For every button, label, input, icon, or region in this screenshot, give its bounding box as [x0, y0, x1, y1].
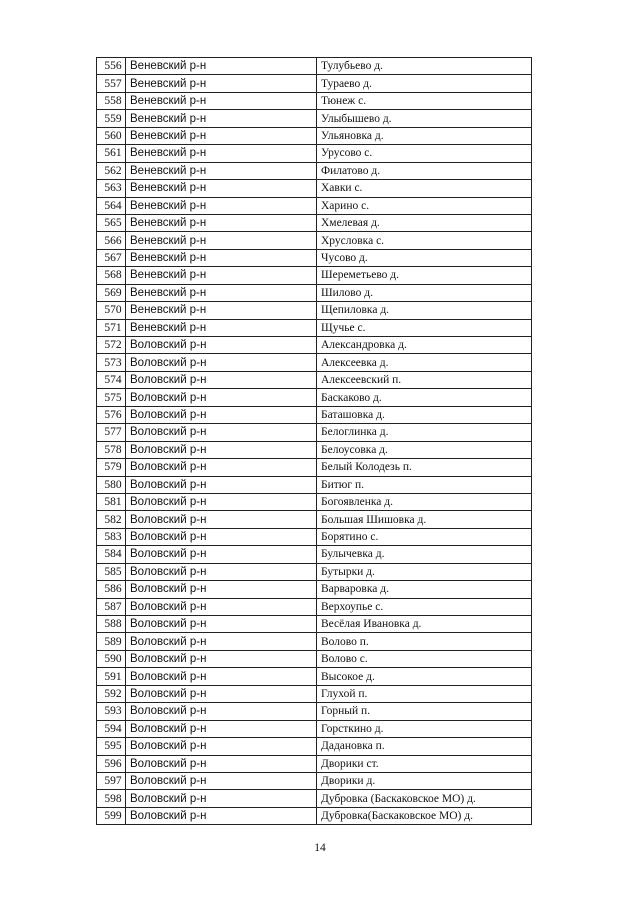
table-row — [97, 807, 532, 824]
settlement-cell: Высокое д. — [317, 668, 532, 685]
row-number: 570 — [97, 302, 126, 319]
settlement-cell: Урусово с. — [317, 145, 532, 162]
row-number: 566 — [97, 232, 126, 249]
table-row — [97, 145, 532, 162]
row-number: 558 — [97, 92, 126, 109]
table-row — [97, 406, 532, 423]
row-number: 568 — [97, 267, 126, 284]
row-number: 578 — [97, 441, 126, 458]
table-row — [97, 528, 532, 545]
row-number: 585 — [97, 563, 126, 580]
district-cell: Веневский р-н — [126, 214, 317, 231]
district-cell: Воловский р-н — [126, 389, 317, 406]
row-number: 597 — [97, 772, 126, 789]
table-row — [97, 319, 532, 336]
table-row — [97, 337, 532, 354]
row-number: 574 — [97, 371, 126, 388]
row-number: 594 — [97, 720, 126, 737]
settlement-cell: Дворики д. — [317, 772, 532, 789]
row-number: 595 — [97, 738, 126, 755]
row-number: 592 — [97, 685, 126, 702]
settlement-cell: Большая Шишовка д. — [317, 511, 532, 528]
row-number: 587 — [97, 598, 126, 615]
district-cell: Воловский р-н — [126, 546, 317, 563]
settlement-cell: Алексеевка д. — [317, 354, 532, 371]
table-row — [97, 354, 532, 371]
district-cell: Веневский р-н — [126, 110, 317, 127]
table-row — [97, 668, 532, 685]
row-number: 572 — [97, 337, 126, 354]
table-row — [97, 249, 532, 266]
district-cell: Воловский р-н — [126, 424, 317, 441]
settlement-cell: Ульяновка д. — [317, 127, 532, 144]
settlement-cell: Верхоупье с. — [317, 598, 532, 615]
table-row — [97, 371, 532, 388]
settlement-cell: Белоусовка д. — [317, 441, 532, 458]
district-cell: Воловский р-н — [126, 633, 317, 650]
table-row — [97, 476, 532, 493]
table-row — [97, 197, 532, 214]
district-cell: Веневский р-н — [126, 267, 317, 284]
row-number: 563 — [97, 180, 126, 197]
table-body — [97, 58, 532, 825]
district-cell: Веневский р-н — [126, 58, 317, 75]
settlement-cell: Дворики ст. — [317, 755, 532, 772]
table-row — [97, 180, 532, 197]
settlement-cell: Харино с. — [317, 197, 532, 214]
district-cell: Воловский р-н — [126, 720, 317, 737]
table-row — [97, 232, 532, 249]
row-number: 560 — [97, 127, 126, 144]
district-cell: Воловский р-н — [126, 354, 317, 371]
district-cell: Веневский р-н — [126, 92, 317, 109]
table-row — [97, 650, 532, 667]
district-cell: Воловский р-н — [126, 476, 317, 493]
row-number: 593 — [97, 703, 126, 720]
settlement-cell: Шереметьево д. — [317, 267, 532, 284]
district-cell: Воловский р-н — [126, 790, 317, 807]
row-number: 577 — [97, 424, 126, 441]
table-row — [97, 493, 532, 510]
settlement-cell: Горный п. — [317, 703, 532, 720]
row-number: 557 — [97, 75, 126, 92]
row-number: 562 — [97, 162, 126, 179]
table-row — [97, 441, 532, 458]
row-number: 556 — [97, 58, 126, 75]
row-number: 589 — [97, 633, 126, 650]
district-cell: Веневский р-н — [126, 319, 317, 336]
table-row — [97, 598, 532, 615]
row-number: 583 — [97, 528, 126, 545]
row-number: 564 — [97, 197, 126, 214]
table-row — [97, 703, 532, 720]
district-cell: Воловский р-н — [126, 528, 317, 545]
table-row — [97, 214, 532, 231]
district-cell: Воловский р-н — [126, 371, 317, 388]
settlement-cell: Хавки с. — [317, 180, 532, 197]
row-number: 571 — [97, 319, 126, 336]
table-row — [97, 616, 532, 633]
table-row — [97, 284, 532, 301]
district-cell: Воловский р-н — [126, 668, 317, 685]
row-number: 591 — [97, 668, 126, 685]
row-number: 569 — [97, 284, 126, 301]
district-cell: Воловский р-н — [126, 650, 317, 667]
district-cell: Воловский р-н — [126, 616, 317, 633]
settlement-cell: Филатово д. — [317, 162, 532, 179]
settlement-cell: Бутырки д. — [317, 563, 532, 580]
district-cell: Веневский р-н — [126, 302, 317, 319]
table-row — [97, 738, 532, 755]
table-row — [97, 790, 532, 807]
row-number: 580 — [97, 476, 126, 493]
row-number: 561 — [97, 145, 126, 162]
settlement-cell: Глухой п. — [317, 685, 532, 702]
table-row — [97, 424, 532, 441]
row-number: 588 — [97, 616, 126, 633]
settlement-cell: Дубровка (Баскаковское МО) д. — [317, 790, 532, 807]
table-row — [97, 459, 532, 476]
table-row — [97, 110, 532, 127]
settlement-cell: Шилово д. — [317, 284, 532, 301]
table-row — [97, 581, 532, 598]
district-cell: Воловский р-н — [126, 493, 317, 510]
settlement-cell: Волово с. — [317, 650, 532, 667]
settlement-cell: Весёлая Ивановка д. — [317, 616, 532, 633]
settlement-cell: Горсткино д. — [317, 720, 532, 737]
table-row — [97, 511, 532, 528]
settlement-cell: Чусово д. — [317, 249, 532, 266]
table-row — [97, 546, 532, 563]
table-row — [97, 720, 532, 737]
settlement-cell: Тураево д. — [317, 75, 532, 92]
row-number: 559 — [97, 110, 126, 127]
row-number: 586 — [97, 581, 126, 598]
district-cell: Воловский р-н — [126, 598, 317, 615]
row-number: 590 — [97, 650, 126, 667]
district-cell: Веневский р-н — [126, 232, 317, 249]
settlement-cell: Белый Колодезь п. — [317, 459, 532, 476]
district-cell: Воловский р-н — [126, 459, 317, 476]
page-number: 14 — [314, 842, 326, 854]
settlement-cell: Улыбышево д. — [317, 110, 532, 127]
row-number: 581 — [97, 493, 126, 510]
table-row — [97, 302, 532, 319]
settlement-cell: Волово п. — [317, 633, 532, 650]
district-cell: Веневский р-н — [126, 127, 317, 144]
row-number: 584 — [97, 546, 126, 563]
district-cell: Воловский р-н — [126, 738, 317, 755]
table-row — [97, 633, 532, 650]
district-cell: Воловский р-н — [126, 703, 317, 720]
district-cell: Веневский р-н — [126, 197, 317, 214]
settlement-cell: Хрусловка с. — [317, 232, 532, 249]
district-cell: Воловский р-н — [126, 563, 317, 580]
district-cell: Веневский р-н — [126, 284, 317, 301]
settlement-cell: Тулубьево д. — [317, 58, 532, 75]
settlement-cell: Хмелевая д. — [317, 214, 532, 231]
settlement-cell: Богоявленка д. — [317, 493, 532, 510]
district-cell: Воловский р-н — [126, 441, 317, 458]
district-cell: Веневский р-н — [126, 162, 317, 179]
settlement-cell: Борятино с. — [317, 528, 532, 545]
settlement-cell: Щепиловка д. — [317, 302, 532, 319]
district-cell: Воловский р-н — [126, 807, 317, 824]
table-row — [97, 267, 532, 284]
table-row — [97, 772, 532, 789]
district-cell: Веневский р-н — [126, 249, 317, 266]
settlement-cell: Александровка д. — [317, 337, 532, 354]
row-number: 573 — [97, 354, 126, 371]
row-number: 598 — [97, 790, 126, 807]
district-cell: Воловский р-н — [126, 511, 317, 528]
settlement-cell: Дубровка(Баскаковское МО) д. — [317, 807, 532, 824]
row-number: 565 — [97, 214, 126, 231]
district-cell: Воловский р-н — [126, 685, 317, 702]
row-number: 575 — [97, 389, 126, 406]
district-cell: Воловский р-н — [126, 406, 317, 423]
district-cell: Веневский р-н — [126, 180, 317, 197]
settlement-cell: Алексеевский п. — [317, 371, 532, 388]
settlement-cell: Дадановка п. — [317, 738, 532, 755]
row-number: 567 — [97, 249, 126, 266]
table-row — [97, 58, 532, 75]
settlement-cell: Белоглинка д. — [317, 424, 532, 441]
settlement-cell: Варваровка д. — [317, 581, 532, 598]
table-row — [97, 92, 532, 109]
row-number: 596 — [97, 755, 126, 772]
settlement-cell: Битюг п. — [317, 476, 532, 493]
settlement-cell: Тюнеж с. — [317, 92, 532, 109]
district-cell: Воловский р-н — [126, 337, 317, 354]
settlement-cell: Булычевка д. — [317, 546, 532, 563]
table-row — [97, 162, 532, 179]
row-number: 599 — [97, 807, 126, 824]
table-row — [97, 75, 532, 92]
table-row — [97, 127, 532, 144]
table-row — [97, 563, 532, 580]
settlements-table — [96, 57, 532, 825]
district-cell: Воловский р-н — [126, 772, 317, 789]
district-cell: Веневский р-н — [126, 75, 317, 92]
row-number: 582 — [97, 511, 126, 528]
table-row — [97, 755, 532, 772]
settlement-cell: Щучье с. — [317, 319, 532, 336]
table-row — [97, 389, 532, 406]
row-number: 576 — [97, 406, 126, 423]
district-cell: Воловский р-н — [126, 581, 317, 598]
district-cell: Воловский р-н — [126, 755, 317, 772]
district-cell: Веневский р-н — [126, 145, 317, 162]
row-number: 579 — [97, 459, 126, 476]
settlement-cell: Баташовка д. — [317, 406, 532, 423]
table-row — [97, 685, 532, 702]
settlement-cell: Баскаково д. — [317, 389, 532, 406]
